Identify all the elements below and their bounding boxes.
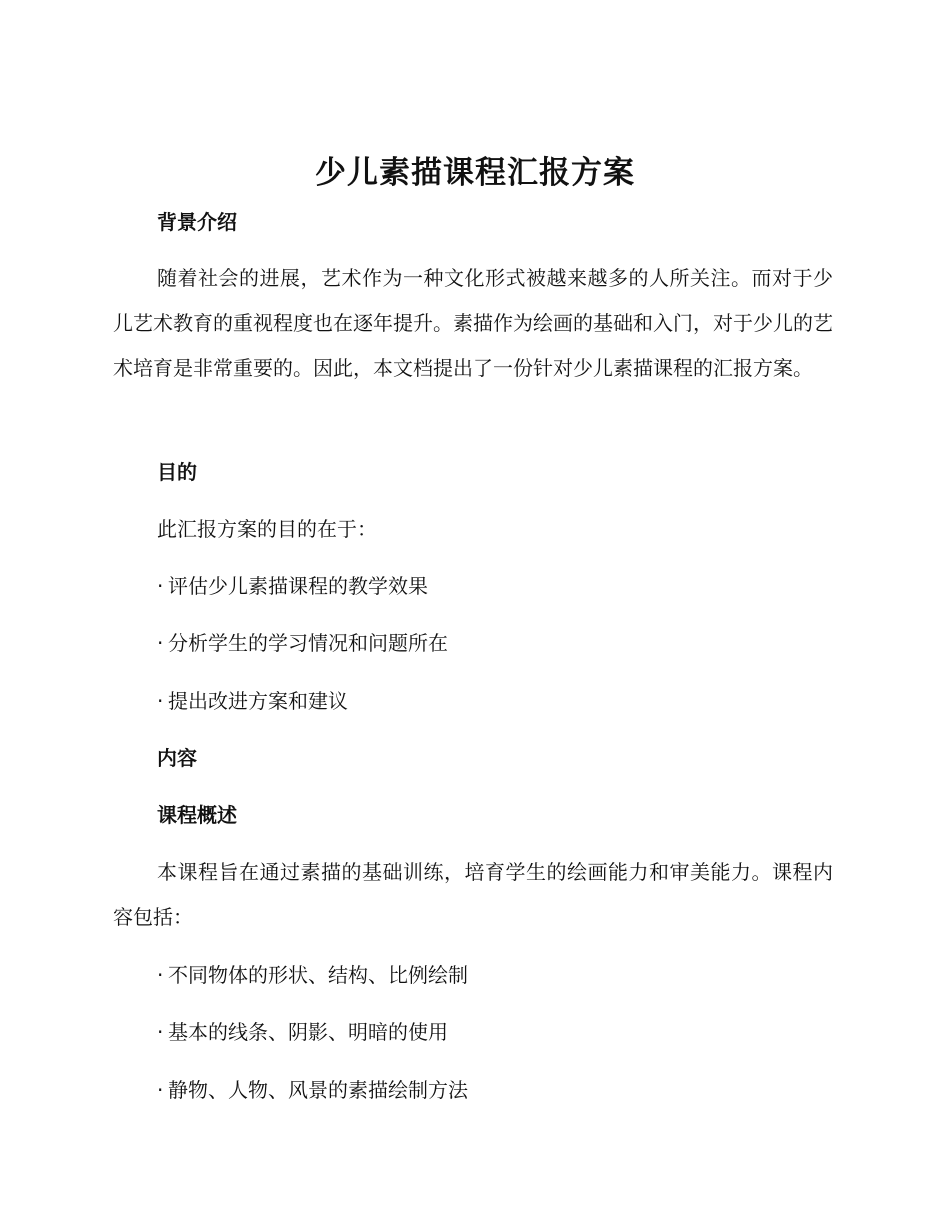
bullet-marker: · bbox=[157, 1078, 164, 1102]
document-title: 少儿素描课程汇报方案 bbox=[315, 155, 635, 191]
purpose-bullet-item bbox=[157, 571, 428, 601]
bullet-marker: · bbox=[157, 963, 164, 987]
purpose-bullet-item bbox=[157, 686, 348, 716]
purpose-bullet-item bbox=[157, 628, 448, 658]
bullet-marker: · bbox=[157, 1020, 164, 1044]
bullet-marker: · bbox=[157, 574, 164, 598]
content-bullet-item bbox=[157, 960, 468, 990]
bullet-marker: · bbox=[157, 689, 164, 713]
bullet-text: 提出改进方案和建议 bbox=[168, 689, 348, 713]
bullet-marker: · bbox=[157, 631, 164, 655]
section-heading-content: 内容 bbox=[157, 746, 197, 770]
bullet-text: 不同物体的形状、结构、比例绘制 bbox=[168, 963, 468, 987]
section-heading-background: 背景介绍 bbox=[157, 210, 237, 234]
content-bullet-item bbox=[157, 1075, 468, 1105]
section-heading-purpose: 目的 bbox=[157, 460, 197, 484]
bullet-text: 静物、人物、风景的素描绘制方法 bbox=[168, 1078, 468, 1102]
content-bullet-item bbox=[157, 1017, 448, 1047]
bullet-text: 分析学生的学习情况和问题所在 bbox=[168, 631, 448, 655]
subsection-heading-course-overview: 课程概述 bbox=[157, 803, 237, 827]
course-overview-paragraph: 本课程旨在通过素描的基础训练，培育学生的绘画能力和审美能力。课程内容包括： bbox=[113, 860, 833, 929]
background-paragraph: 随着社会的进展，艺术作为一种文化形式被越来越多的人所关注。而对于少儿艺术教育的重视程度也在逐年提升。素描作为绘画的基础和入门，对于少儿的艺术培育是非常重要的。因此，本文档提出了一份针对少儿素描课程的汇报方案。 bbox=[113, 266, 833, 380]
purpose-intro: 此汇报方案的目的在于： bbox=[157, 517, 377, 541]
bullet-text: 评估少儿素描课程的教学效果 bbox=[168, 574, 428, 598]
bullet-text: 基本的线条、阴影、明暗的使用 bbox=[168, 1020, 448, 1044]
